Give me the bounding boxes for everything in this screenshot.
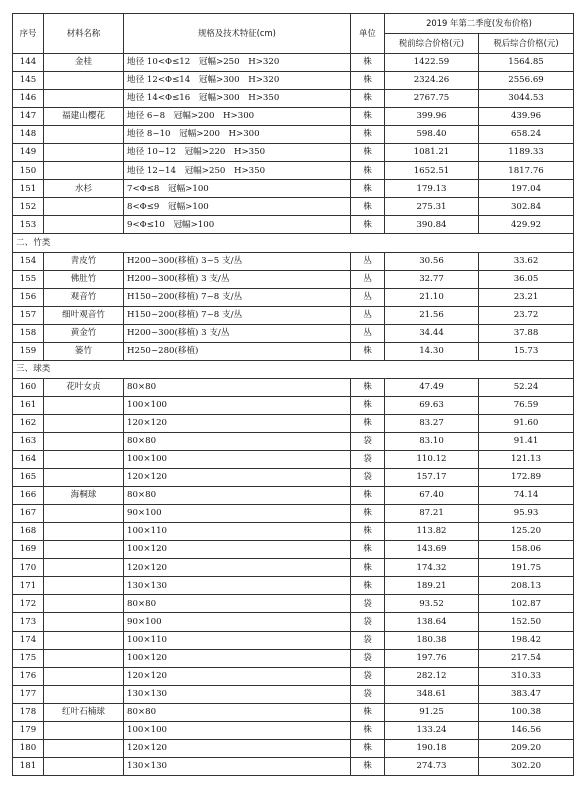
cell-post-tax: 76.59 bbox=[479, 396, 574, 414]
cell-seq: 149 bbox=[13, 144, 44, 162]
cell-post-tax: 37.88 bbox=[479, 324, 574, 342]
table-row bbox=[13, 523, 574, 541]
cell-seq: 167 bbox=[13, 505, 44, 523]
cell-post-tax: 2556.69 bbox=[479, 72, 574, 90]
cell-spec: 90×100 bbox=[124, 613, 351, 631]
cell-seq: 175 bbox=[13, 649, 44, 667]
table-row bbox=[13, 541, 574, 559]
table-row bbox=[13, 414, 574, 432]
cell-post-tax: 1189.33 bbox=[479, 144, 574, 162]
cell-seq: 177 bbox=[13, 685, 44, 703]
cell-unit: 株 bbox=[351, 739, 385, 757]
cell-name bbox=[44, 162, 124, 180]
cell-pre-tax: 274.73 bbox=[385, 757, 479, 775]
cell-pre-tax: 21.10 bbox=[385, 288, 479, 306]
cell-seq: 171 bbox=[13, 577, 44, 595]
cell-unit: 株 bbox=[351, 523, 385, 541]
cell-unit: 株 bbox=[351, 198, 385, 216]
cell-name: 花叶女贞 bbox=[44, 378, 124, 396]
cell-seq: 155 bbox=[13, 270, 44, 288]
cell-pre-tax: 83.27 bbox=[385, 414, 479, 432]
cell-post-tax: 191.75 bbox=[479, 559, 574, 577]
cell-pre-tax: 133.24 bbox=[385, 721, 479, 739]
cell-post-tax: 208.13 bbox=[479, 577, 574, 595]
table-row bbox=[13, 90, 574, 108]
cell-spec: 地径 6~8 冠幅>200 H>300 bbox=[124, 108, 351, 126]
cell-post-tax: 23.21 bbox=[479, 288, 574, 306]
cell-spec: H200~300(移植) 3~5 支/丛 bbox=[124, 252, 351, 270]
table-row bbox=[13, 324, 574, 342]
cell-post-tax: 1817.76 bbox=[479, 162, 574, 180]
cell-seq: 150 bbox=[13, 162, 44, 180]
cell-post-tax: 33.62 bbox=[479, 252, 574, 270]
cell-name bbox=[44, 451, 124, 469]
cell-post-tax: 310.33 bbox=[479, 667, 574, 685]
cell-post-tax: 91.41 bbox=[479, 432, 574, 450]
cell-name bbox=[44, 595, 124, 613]
cell-spec: 地径 12<Φ≤14 冠幅>300 H>320 bbox=[124, 72, 351, 90]
cell-unit: 袋 bbox=[351, 595, 385, 613]
table-row bbox=[13, 505, 574, 523]
cell-spec: 7<Φ≤8 冠幅>100 bbox=[124, 180, 351, 198]
cell-unit: 株 bbox=[351, 54, 385, 72]
cell-post-tax: 121.13 bbox=[479, 451, 574, 469]
cell-post-tax: 1564.85 bbox=[479, 54, 574, 72]
table-row bbox=[13, 595, 574, 613]
cell-seq: 174 bbox=[13, 631, 44, 649]
cell-seq: 157 bbox=[13, 306, 44, 324]
cell-unit: 袋 bbox=[351, 469, 385, 487]
cell-unit: 株 bbox=[351, 487, 385, 505]
table-row bbox=[13, 180, 574, 198]
cell-unit: 袋 bbox=[351, 685, 385, 703]
cell-pre-tax: 1081.21 bbox=[385, 144, 479, 162]
cell-post-tax: 146.56 bbox=[479, 721, 574, 739]
cell-unit: 株 bbox=[351, 577, 385, 595]
cell-name: 福建山樱花 bbox=[44, 108, 124, 126]
table-row bbox=[13, 378, 574, 396]
cell-spec: 120×120 bbox=[124, 469, 351, 487]
cell-unit: 袋 bbox=[351, 631, 385, 649]
cell-spec: 120×120 bbox=[124, 739, 351, 757]
cell-seq: 172 bbox=[13, 595, 44, 613]
cell-unit: 株 bbox=[351, 414, 385, 432]
cell-post-tax: 158.06 bbox=[479, 541, 574, 559]
cell-post-tax: 152.50 bbox=[479, 613, 574, 631]
cell-pre-tax: 47.49 bbox=[385, 378, 479, 396]
cell-seq: 176 bbox=[13, 667, 44, 685]
cell-unit: 株 bbox=[351, 378, 385, 396]
header-spec: 规格及技术特征(cm) bbox=[124, 14, 351, 54]
cell-unit: 袋 bbox=[351, 649, 385, 667]
header-pre-tax: 税前综合价格(元) bbox=[385, 34, 479, 54]
cell-spec: H200~300(移植) 3 支/丛 bbox=[124, 270, 351, 288]
table-row bbox=[13, 342, 574, 360]
cell-unit: 袋 bbox=[351, 432, 385, 450]
cell-name bbox=[44, 414, 124, 432]
cell-seq: 156 bbox=[13, 288, 44, 306]
cell-unit: 丛 bbox=[351, 324, 385, 342]
cell-name bbox=[44, 90, 124, 108]
cell-spec: 130×130 bbox=[124, 685, 351, 703]
table-row bbox=[13, 757, 574, 775]
table-row bbox=[13, 703, 574, 721]
cell-post-tax: 198.42 bbox=[479, 631, 574, 649]
cell-spec: H250~280(移植) bbox=[124, 342, 351, 360]
cell-spec: 100×100 bbox=[124, 396, 351, 414]
cell-pre-tax: 91.25 bbox=[385, 703, 479, 721]
cell-name bbox=[44, 685, 124, 703]
cell-post-tax: 172.89 bbox=[479, 469, 574, 487]
cell-pre-tax: 1652.51 bbox=[385, 162, 479, 180]
cell-unit: 株 bbox=[351, 216, 385, 234]
cell-name bbox=[44, 739, 124, 757]
cell-seq: 152 bbox=[13, 198, 44, 216]
cell-unit: 株 bbox=[351, 505, 385, 523]
cell-post-tax: 74.14 bbox=[479, 487, 574, 505]
cell-spec: H200~300(移植) 3 支/丛 bbox=[124, 324, 351, 342]
cell-post-tax: 102.87 bbox=[479, 595, 574, 613]
cell-seq: 159 bbox=[13, 342, 44, 360]
cell-post-tax: 439.96 bbox=[479, 108, 574, 126]
cell-pre-tax: 275.31 bbox=[385, 198, 479, 216]
table-row bbox=[13, 288, 574, 306]
cell-pre-tax: 69.63 bbox=[385, 396, 479, 414]
cell-seq: 144 bbox=[13, 54, 44, 72]
cell-pre-tax: 93.52 bbox=[385, 595, 479, 613]
cell-name: 细叶观音竹 bbox=[44, 306, 124, 324]
cell-name bbox=[44, 667, 124, 685]
cell-post-tax: 95.93 bbox=[479, 505, 574, 523]
cell-post-tax: 429.92 bbox=[479, 216, 574, 234]
cell-pre-tax: 110.12 bbox=[385, 451, 479, 469]
cell-pre-tax: 180.38 bbox=[385, 631, 479, 649]
cell-name bbox=[44, 505, 124, 523]
section-row bbox=[13, 360, 574, 378]
cell-name: 黄金竹 bbox=[44, 324, 124, 342]
cell-post-tax: 3044.53 bbox=[479, 90, 574, 108]
cell-spec: 地径 14<Φ≤16 冠幅>300 H>350 bbox=[124, 90, 351, 108]
cell-post-tax: 15.73 bbox=[479, 342, 574, 360]
cell-pre-tax: 67.40 bbox=[385, 487, 479, 505]
table-row bbox=[13, 162, 574, 180]
cell-name: 红叶石楠球 bbox=[44, 703, 124, 721]
cell-seq: 162 bbox=[13, 414, 44, 432]
cell-pre-tax: 143.69 bbox=[385, 541, 479, 559]
cell-unit: 株 bbox=[351, 541, 385, 559]
cell-unit: 丛 bbox=[351, 288, 385, 306]
cell-spec: 100×120 bbox=[124, 541, 351, 559]
cell-unit: 株 bbox=[351, 559, 385, 577]
cell-unit: 株 bbox=[351, 90, 385, 108]
cell-spec: 80×80 bbox=[124, 487, 351, 505]
header-seq: 序号 bbox=[13, 14, 44, 54]
cell-unit: 株 bbox=[351, 703, 385, 721]
cell-unit: 袋 bbox=[351, 613, 385, 631]
cell-post-tax: 658.24 bbox=[479, 126, 574, 144]
cell-unit: 株 bbox=[351, 126, 385, 144]
table-row bbox=[13, 72, 574, 90]
cell-seq: 163 bbox=[13, 432, 44, 450]
cell-spec: 地径 10<Φ≤12 冠幅>250 H>320 bbox=[124, 54, 351, 72]
table-row bbox=[13, 144, 574, 162]
table-row bbox=[13, 631, 574, 649]
table-row bbox=[13, 270, 574, 288]
cell-unit: 株 bbox=[351, 757, 385, 775]
cell-spec: 地径 12~14 冠幅>250 H>350 bbox=[124, 162, 351, 180]
cell-seq: 173 bbox=[13, 613, 44, 631]
table-row bbox=[13, 469, 574, 487]
header-period: 2019 年第二季度(发布价格) bbox=[385, 14, 574, 34]
cell-post-tax: 23.72 bbox=[479, 306, 574, 324]
cell-spec: 130×130 bbox=[124, 577, 351, 595]
table-row bbox=[13, 216, 574, 234]
cell-pre-tax: 157.17 bbox=[385, 469, 479, 487]
cell-seq: 170 bbox=[13, 559, 44, 577]
cell-seq: 168 bbox=[13, 523, 44, 541]
cell-post-tax: 197.04 bbox=[479, 180, 574, 198]
cell-name bbox=[44, 613, 124, 631]
cell-spec: H150~200(移植) 7~8 支/丛 bbox=[124, 288, 351, 306]
header-name: 材料名称 bbox=[44, 14, 124, 54]
cell-unit: 袋 bbox=[351, 667, 385, 685]
section-row bbox=[13, 234, 574, 252]
cell-pre-tax: 348.61 bbox=[385, 685, 479, 703]
cell-seq: 179 bbox=[13, 721, 44, 739]
cell-pre-tax: 2324.26 bbox=[385, 72, 479, 90]
section-title: 二、竹类 bbox=[13, 234, 574, 252]
cell-pre-tax: 32.77 bbox=[385, 270, 479, 288]
cell-unit: 株 bbox=[351, 342, 385, 360]
cell-name bbox=[44, 649, 124, 667]
cell-spec: 90×100 bbox=[124, 505, 351, 523]
cell-post-tax: 125.20 bbox=[479, 523, 574, 541]
cell-name bbox=[44, 144, 124, 162]
cell-pre-tax: 2767.75 bbox=[385, 90, 479, 108]
cell-seq: 169 bbox=[13, 541, 44, 559]
cell-post-tax: 209.20 bbox=[479, 739, 574, 757]
cell-pre-tax: 1422.59 bbox=[385, 54, 479, 72]
cell-unit: 丛 bbox=[351, 252, 385, 270]
cell-pre-tax: 390.84 bbox=[385, 216, 479, 234]
table-row bbox=[13, 685, 574, 703]
table-row bbox=[13, 451, 574, 469]
cell-name bbox=[44, 216, 124, 234]
table-row bbox=[13, 126, 574, 144]
cell-pre-tax: 21.56 bbox=[385, 306, 479, 324]
cell-unit: 袋 bbox=[351, 451, 385, 469]
table-row bbox=[13, 667, 574, 685]
cell-seq: 148 bbox=[13, 126, 44, 144]
table-row bbox=[13, 649, 574, 667]
table-row bbox=[13, 396, 574, 414]
cell-pre-tax: 399.96 bbox=[385, 108, 479, 126]
cell-unit: 株 bbox=[351, 396, 385, 414]
cell-post-tax: 217.54 bbox=[479, 649, 574, 667]
cell-unit: 株 bbox=[351, 721, 385, 739]
cell-name bbox=[44, 757, 124, 775]
cell-seq: 151 bbox=[13, 180, 44, 198]
cell-seq: 165 bbox=[13, 469, 44, 487]
cell-pre-tax: 174.32 bbox=[385, 559, 479, 577]
cell-spec: 地径 10~12 冠幅>220 H>350 bbox=[124, 144, 351, 162]
table-row bbox=[13, 306, 574, 324]
cell-pre-tax: 190.18 bbox=[385, 739, 479, 757]
cell-pre-tax: 87.21 bbox=[385, 505, 479, 523]
cell-pre-tax: 282.12 bbox=[385, 667, 479, 685]
cell-pre-tax: 138.64 bbox=[385, 613, 479, 631]
cell-name bbox=[44, 541, 124, 559]
table-row bbox=[13, 432, 574, 450]
cell-post-tax: 383.47 bbox=[479, 685, 574, 703]
cell-name bbox=[44, 559, 124, 577]
cell-spec: 80×80 bbox=[124, 703, 351, 721]
cell-post-tax: 52.24 bbox=[479, 378, 574, 396]
cell-spec: 120×120 bbox=[124, 667, 351, 685]
table-body bbox=[13, 54, 574, 776]
cell-name bbox=[44, 523, 124, 541]
cell-spec: 100×100 bbox=[124, 721, 351, 739]
cell-spec: 100×120 bbox=[124, 649, 351, 667]
cell-seq: 161 bbox=[13, 396, 44, 414]
cell-name bbox=[44, 126, 124, 144]
cell-spec: H150~200(移植) 7~8 支/丛 bbox=[124, 306, 351, 324]
table-row bbox=[13, 613, 574, 631]
cell-seq: 154 bbox=[13, 252, 44, 270]
cell-spec: 80×80 bbox=[124, 595, 351, 613]
cell-spec: 8<Φ≤9 冠幅>100 bbox=[124, 198, 351, 216]
table-row bbox=[13, 577, 574, 595]
header-row bbox=[13, 14, 574, 34]
cell-post-tax: 91.60 bbox=[479, 414, 574, 432]
cell-seq: 164 bbox=[13, 451, 44, 469]
cell-spec: 120×120 bbox=[124, 414, 351, 432]
cell-seq: 153 bbox=[13, 216, 44, 234]
table-row bbox=[13, 252, 574, 270]
cell-spec: 120×120 bbox=[124, 559, 351, 577]
cell-name bbox=[44, 198, 124, 216]
cell-name bbox=[44, 396, 124, 414]
cell-pre-tax: 598.40 bbox=[385, 126, 479, 144]
cell-name: 青皮竹 bbox=[44, 252, 124, 270]
cell-unit: 株 bbox=[351, 180, 385, 198]
table-row bbox=[13, 54, 574, 72]
cell-seq: 158 bbox=[13, 324, 44, 342]
cell-seq: 146 bbox=[13, 90, 44, 108]
cell-spec: 100×110 bbox=[124, 631, 351, 649]
cell-name bbox=[44, 72, 124, 90]
cell-pre-tax: 34.44 bbox=[385, 324, 479, 342]
cell-pre-tax: 14.30 bbox=[385, 342, 479, 360]
cell-spec: 80×80 bbox=[124, 378, 351, 396]
cell-name: 金桂 bbox=[44, 54, 124, 72]
cell-unit: 丛 bbox=[351, 306, 385, 324]
cell-unit: 株 bbox=[351, 72, 385, 90]
table-row bbox=[13, 721, 574, 739]
header-unit: 单位 bbox=[351, 14, 385, 54]
cell-name bbox=[44, 469, 124, 487]
cell-name: 水杉 bbox=[44, 180, 124, 198]
cell-post-tax: 302.84 bbox=[479, 198, 574, 216]
cell-name bbox=[44, 577, 124, 595]
header-post-tax: 税后综合价格(元) bbox=[479, 34, 574, 54]
cell-unit: 丛 bbox=[351, 270, 385, 288]
cell-spec: 100×100 bbox=[124, 451, 351, 469]
cell-pre-tax: 197.76 bbox=[385, 649, 479, 667]
cell-seq: 147 bbox=[13, 108, 44, 126]
cell-pre-tax: 113.82 bbox=[385, 523, 479, 541]
cell-name bbox=[44, 721, 124, 739]
table-row bbox=[13, 108, 574, 126]
cell-name bbox=[44, 432, 124, 450]
cell-spec: 130×130 bbox=[124, 757, 351, 775]
table-row bbox=[13, 487, 574, 505]
cell-seq: 160 bbox=[13, 378, 44, 396]
section-title: 三、球类 bbox=[13, 360, 574, 378]
cell-pre-tax: 179.13 bbox=[385, 180, 479, 198]
table-row bbox=[13, 739, 574, 757]
cell-seq: 180 bbox=[13, 739, 44, 757]
cell-name: 佛肚竹 bbox=[44, 270, 124, 288]
cell-pre-tax: 30.56 bbox=[385, 252, 479, 270]
cell-post-tax: 100.38 bbox=[479, 703, 574, 721]
cell-seq: 181 bbox=[13, 757, 44, 775]
cell-seq: 178 bbox=[13, 703, 44, 721]
cell-name: 海桐球 bbox=[44, 487, 124, 505]
cell-name: 观音竹 bbox=[44, 288, 124, 306]
cell-unit: 株 bbox=[351, 144, 385, 162]
cell-spec: 地径 8~10 冠幅>200 H>300 bbox=[124, 126, 351, 144]
cell-name bbox=[44, 631, 124, 649]
cell-spec: 100×110 bbox=[124, 523, 351, 541]
cell-name: 篓竹 bbox=[44, 342, 124, 360]
cell-spec: 80×80 bbox=[124, 432, 351, 450]
price-table bbox=[12, 13, 574, 776]
cell-pre-tax: 83.10 bbox=[385, 432, 479, 450]
cell-unit: 株 bbox=[351, 162, 385, 180]
cell-seq: 166 bbox=[13, 487, 44, 505]
cell-unit: 株 bbox=[351, 108, 385, 126]
cell-post-tax: 36.05 bbox=[479, 270, 574, 288]
cell-post-tax: 302.20 bbox=[479, 757, 574, 775]
table-row bbox=[13, 198, 574, 216]
table-row bbox=[13, 559, 574, 577]
cell-spec: 9<Φ≤10 冠幅>100 bbox=[124, 216, 351, 234]
cell-seq: 145 bbox=[13, 72, 44, 90]
cell-pre-tax: 189.21 bbox=[385, 577, 479, 595]
